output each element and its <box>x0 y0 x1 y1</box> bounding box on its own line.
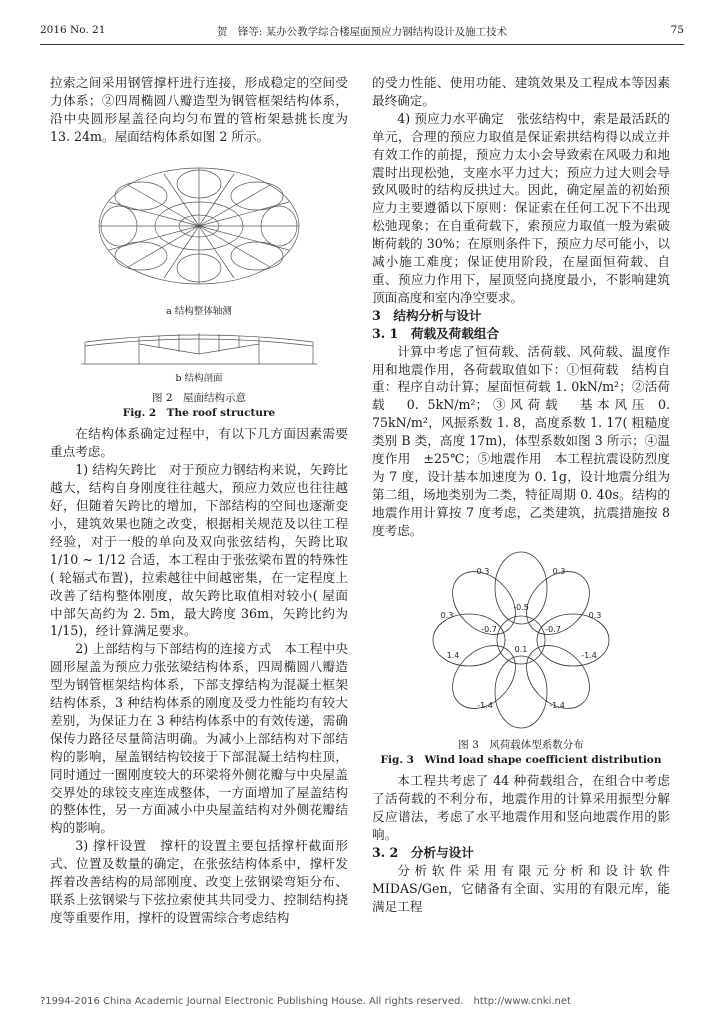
running-title: 贺 锋等: 某办公教学综合楼屋面预应力钢结构设计及施工技术 <box>216 26 508 38</box>
coeff-label: -0.5 <box>513 602 529 612</box>
coeff-label: 0.3 <box>552 566 566 576</box>
right-column <box>372 74 670 916</box>
subsection-heading: 3. 2 分析与设计 <box>372 845 474 861</box>
journal-issue: 2016 No. 21 <box>40 24 106 36</box>
paragraph: 1) 结构矢跨比 对于预应力钢结构来说，矢跨比越大，结构自身刚度往往越大，预应力效应也往往越好，但随着矢跨比的增加，下部结构的空间也逐渐变小，建筑效果也随之改变，根据相关规范及以往工程经验，对于一般的单向及双向张弦结构，矢跨比取 1/10 ~ 1/12 合适，本工程由于张弦梁布置的特殊性( 轮辐式布置)，拉索越往中间越密集，在一定程度上改善了结构整体刚度，故矢跨比取值相对较小( 屋面中部矢高约为 2. 5m，最大跨度 36m，矢跨比约为 1/15)，经计算满足要求。 <box>50 462 348 639</box>
coeff-label: -1.4 <box>549 700 565 710</box>
left-column <box>50 74 348 927</box>
paragraph: 本工程共考虑了 44 种荷载组合，在组合中考虑了活荷载的不利分布，地震作用的计算采用振型分解反应谱法，考虑了水平地震作用和竖向地震作用的影响。 <box>372 773 670 843</box>
figure-2-caption-cn: 图 2 屋面结构示意 <box>151 392 247 405</box>
figure-2 <box>50 152 348 422</box>
wind-coefficient-diagram <box>421 546 621 734</box>
header-rule <box>40 44 684 45</box>
figure-3-caption-en: Fig. 3 Wind load shape coefficient distribution <box>380 754 662 767</box>
page-number: 75 <box>670 24 684 36</box>
coeff-label: -1.4 <box>477 700 493 710</box>
coeff-label: -0.7 <box>545 624 561 634</box>
subsection-heading: 3. 1 荷载及荷载组合 <box>372 325 500 341</box>
coeff-label: 0.1 <box>514 644 528 654</box>
paragraph: 的受力性能、使用功能、建筑效果及工程成本等因素最终确定。 <box>372 75 670 108</box>
running-header <box>40 24 684 42</box>
coeff-label: 0.3 <box>588 610 602 620</box>
figure-3-caption-cn: 图 3 风荷载体型系数分布 <box>458 739 584 752</box>
paragraph: 计算中考虑了恒荷载、活荷载、风荷载、温度作用和地震作用，各荷载取值如下：①恒荷载 结构自重：程序自动计算；屋面恒荷载 1. 0kN/m²；②活荷载 0. 5kN/m²；③风荷载 基本风压 0. 75kN/m²，风振系数 1. 8，高度系数 1. 17( 粗糙度类别 B 类，高度 17m)，体型系数如图 3 所示；④温度作用 ±25℃；⑤地震作用 本工程抗震设防烈度为 7 度，设计基本加速度为 0. 1g，设计地震分组为第二组，场地类别为二类，特征周期 0. 40s。结构的地震作用计算按 7 度考虑，乙类建筑，抗震措施按 8 度考虑。 <box>372 343 670 538</box>
figure-3 <box>372 546 670 769</box>
subfigure-b-label: b 结构剖面 <box>175 373 223 385</box>
roof-section-drawing <box>79 324 319 368</box>
roof-axonometric-drawing <box>89 152 309 300</box>
subfigure-a-label: a 结构整体轴测 <box>166 305 232 317</box>
coeff-label: -0.7 <box>481 624 497 634</box>
paragraph: 在结构体系确定过程中，有以下几方面因素需要重点考虑。 <box>50 426 348 460</box>
paragraph: 4) 预应力水平确定 张弦结构中，索是最活跃的单元，合理的预应力取值是保证索拱结构得以成立并有效工作的前提，预应力太小会导致索在风吸力和地震时出现松弛，支座水平力过大；预应力过大则会导致风吸时的结构反拱过大。因此，确定屋盖的初始预应力主要遵循以下原则：保证索在任何工况下不出现松弛现象；在自重荷载下，索预应力取值一般为索破断荷载的 30%；在原则条件下，预应力尽可能小，以减小施工难度；保证使用阶段，在屋面恒荷载、自重、预应力作用下，屋顶竖向挠度最小，不影响建筑顶面高度和室内净空要求。 <box>372 110 670 305</box>
paragraph: 拉索之间采用钢管撑杆进行连接，形成稳定的空间受力体系；②四周椭圆八瓣造型为钢管框架结构体系，沿中央圆形屋盖径向均匀布置的管桁架悬挑长度为 13. 24m。屋面结构体系如图 2 所示。 <box>50 75 348 144</box>
paragraph: 分析软件采用有限元分析和设计软件 MIDAS/Gen，它储备有全面、实用的有限元库，能满足工程 <box>372 863 670 914</box>
coeff-label: -1.4 <box>581 650 597 660</box>
coeff-label: 0.3 <box>440 610 454 620</box>
section-heading: 3 结构分析与设计 <box>372 307 482 323</box>
coeff-label: 0.3 <box>476 566 490 576</box>
figure-2-caption-en: Fig. 2 The roof structure <box>122 407 276 420</box>
paragraph: 3) 撑杆设置 撑杆的设置主要包括撑杆截面形式、位置及数量的确定，在张弦结构体系中，撑杆发挥着改善结构的局部刚度、改变上弦钢梁弯矩分布、联系上弦钢梁与下弦拉索使其共同受力、控制结构挠度等重要作用，撑杆的设置需综合考虑结构 <box>50 838 348 925</box>
coeff-label: 1.4 <box>446 650 460 660</box>
copyright-footer: ?1994-2016 China Academic Journal Electronic Publishing House. All rights reserved. http://www.cnki.net <box>40 996 571 1007</box>
paragraph: 2) 上部结构与下部结构的连接方式 本工程中央圆形屋盖为预应力张弦梁结构体系，四周椭圆八瓣造型为钢管框架结构体系，下部支撑结构为混凝土框架结构体系，3 种结构体系的刚度及受力性能均有较大差别，为保证力在 3 种结构体系中的有效传递，需确保传力路径尽量简洁明确。为减小上部结构对下部结构的影响，屋盖钢结构铰接于下部混凝土结构柱顶，同时通过一圈刚度较大的环梁将外侧花瓣与中央屋盖交界处的球铰支座连成整体，一方面增加了屋盖结构的整体性，另一方面减小中央屋盖结构对外侧花瓣结构的影响。 <box>50 641 348 836</box>
